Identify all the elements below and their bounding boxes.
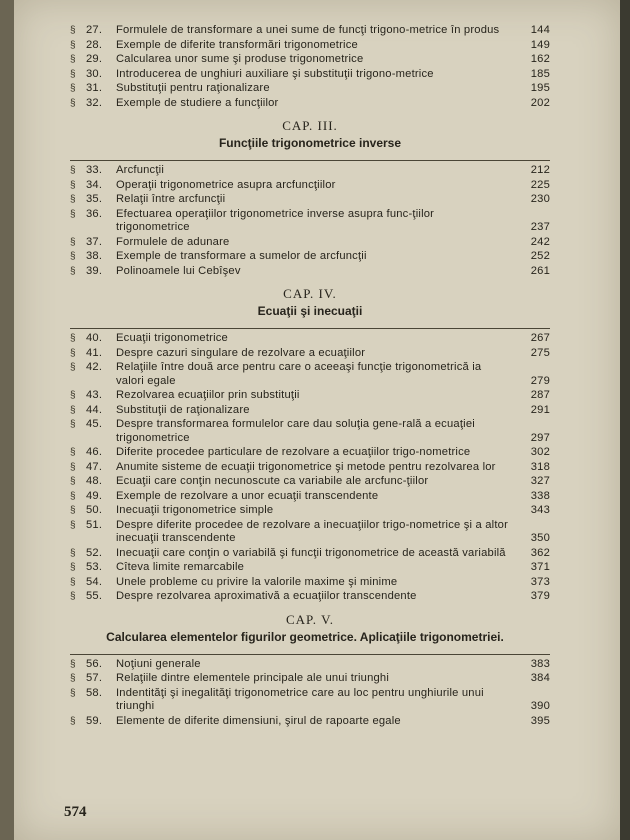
table-of-contents (70, 24, 550, 729)
toc-entry (70, 519, 550, 546)
entry-title: Anumite sisteme de ecuaţii trigonometrice şi metode pentru rezolvarea lor (116, 460, 496, 473)
entry-title: Exemple de transformare a sumelor de arcfuncţii (116, 250, 367, 262)
toc-entry (70, 332, 550, 346)
entry-page: 237 (530, 221, 550, 233)
section-mark: § (70, 715, 76, 727)
section-mark: § (70, 68, 76, 80)
toc-entry (70, 347, 550, 361)
section-mark: § (70, 461, 76, 473)
toc-entry (70, 164, 550, 178)
entry-page: 287 (530, 389, 550, 401)
entry-title: Rezolvarea ecuaţiilor prin substituţii (116, 389, 300, 401)
entry-title: Inecuaţii care conţin o variabilă şi funcţii trigonometrice de această variabilă (116, 546, 506, 559)
divider (70, 654, 550, 655)
section-mark: § (70, 194, 76, 205)
section-mark: § (70, 39, 76, 51)
toc-entry (70, 193, 550, 207)
entry-page: 327 (530, 475, 550, 487)
toc-entry (70, 504, 550, 518)
entry-number: 56. (86, 657, 103, 670)
entry-page: 371 (530, 561, 550, 573)
toc-entry (70, 236, 550, 250)
entry-page: 242 (530, 235, 550, 248)
entry-number: 51. (86, 518, 103, 531)
divider (70, 160, 550, 161)
entry-number: 46. (86, 446, 103, 458)
entry-page: 275 (530, 346, 550, 359)
entry-number: 39. (86, 264, 103, 277)
toc-entry (70, 461, 550, 475)
book-page (14, 0, 620, 840)
toc-entry (70, 250, 550, 264)
entry-number: 53. (86, 561, 103, 573)
section-mark: § (70, 547, 76, 559)
section-mark: § (70, 490, 76, 502)
entry-page: 390 (530, 700, 550, 712)
entry-number: 30. (86, 67, 103, 80)
chapter-title: Calcularea elementelor figurilor geometrice. Aplicaţiile trigonometriei. (106, 629, 504, 644)
page-edge-shadow (620, 0, 630, 840)
chapter-title: Funcţiile trigonometrice inverse (218, 136, 402, 150)
entry-page: 291 (530, 403, 550, 416)
divider (70, 328, 550, 329)
section-mark: § (70, 476, 76, 487)
entry-number: 28. (86, 38, 103, 51)
entry-title: Relaţiile dintre elementele principale ale unui triunghi (116, 672, 390, 684)
entry-title: Operaţii trigonometrice asupra arcfuncţiilor (116, 178, 336, 191)
entry-title: Formulele de transformare a unei sume de funcţi trigono-metrice în produs (116, 24, 500, 36)
entry-page: 297 (530, 431, 550, 444)
chapter-label: CAP. IV. (283, 286, 337, 301)
toc-entry (70, 179, 550, 193)
entry-page: 230 (530, 193, 550, 205)
toc-entry (70, 576, 550, 590)
entry-number: 35. (86, 193, 103, 205)
toc-entry (70, 404, 550, 418)
entry-page: 279 (530, 374, 550, 387)
entry-title: Arcfuncţii (116, 164, 165, 176)
entry-page: 202 (530, 96, 550, 109)
section-mark: § (70, 347, 76, 359)
entry-page: 343 (530, 504, 550, 516)
entry-number: 49. (86, 489, 103, 502)
toc-section (70, 612, 550, 729)
toc-section (70, 286, 550, 604)
entry-page: 302 (530, 446, 550, 458)
entry-title: Formulele de adunare (116, 235, 230, 248)
page-number: 574 (64, 804, 87, 820)
entry-page: 383 (530, 657, 550, 670)
entry-number: 57. (86, 672, 103, 684)
toc-entry (70, 547, 550, 561)
section-mark: § (70, 673, 76, 684)
entry-title: Unele probleme cu privire la valorile maxime şi minime (116, 575, 398, 588)
entry-title: Substituţii de raţionalizare (116, 403, 250, 416)
entry-number: 33. (86, 164, 103, 176)
toc-entry (70, 361, 550, 388)
entry-number: 43. (86, 389, 103, 401)
toc-entry (70, 53, 550, 67)
toc-entry (70, 446, 550, 460)
section-mark: § (70, 165, 76, 176)
entry-number: 48. (86, 475, 103, 487)
entry-title: Indentităţi şi inegalităţi trigonometrice care au loc pentru unghiurile unui triunghi (116, 686, 484, 712)
section-mark: § (70, 97, 76, 109)
entry-number: 29. (86, 53, 103, 65)
entry-page: 379 (530, 590, 550, 602)
section-mark: § (70, 576, 76, 588)
toc-entry (70, 68, 550, 82)
toc-entry (70, 715, 550, 729)
toc-entry (70, 672, 550, 686)
section-mark: § (70, 390, 76, 401)
entry-number: 50. (86, 504, 103, 516)
toc-entry (70, 687, 550, 714)
entry-title: Despre cazuri singulare de rezolvare a ecuaţiilor (116, 346, 366, 359)
toc-entry (70, 265, 550, 279)
section-mark: § (70, 404, 76, 416)
toc-entry (70, 97, 550, 111)
section-mark: § (70, 505, 76, 516)
entry-page: 225 (530, 178, 550, 191)
entry-title: Ecuaţii trigonometrice (116, 332, 228, 344)
entry-title: Despre rezolvarea aproximativă a ecuaţiilor transcendente (116, 590, 417, 602)
chapter-label: CAP. III. (282, 118, 338, 133)
section-mark: § (70, 25, 76, 36)
entry-number: 54. (86, 575, 103, 588)
entry-number: 52. (86, 546, 103, 559)
entry-page: 162 (530, 53, 550, 65)
entry-title: Introducerea de unghiuri auxiliare şi substituţii trigono-metrice (116, 67, 434, 80)
entry-number: 34. (86, 178, 103, 191)
entry-page: 144 (530, 24, 550, 36)
entry-number: 31. (86, 82, 103, 94)
section-mark: § (70, 591, 76, 602)
entry-number: 41. (86, 346, 103, 359)
entry-title: Diferite procedee particulare de rezolvare a ecuaţiilor trigo-nometrice (116, 446, 471, 458)
entry-title: Efectuarea operaţiilor trigonometrice inverse asupra func-ţiilor trigonometrice (116, 207, 435, 233)
section-mark: § (70, 333, 76, 344)
entry-number: 40. (86, 332, 103, 344)
toc-entry (70, 475, 550, 489)
toc-entry (70, 389, 550, 403)
entry-number: 32. (86, 96, 103, 109)
toc-entry (70, 561, 550, 575)
entry-title: Cîteva limite remarcabile (116, 561, 245, 573)
entry-page: 318 (530, 460, 550, 473)
section-mark: § (70, 362, 76, 373)
entry-number: 27. (86, 24, 103, 36)
entry-page: 252 (530, 250, 550, 262)
section-mark: § (70, 208, 76, 220)
toc-section (70, 118, 550, 278)
section-mark: § (70, 447, 76, 458)
entry-title: Polinoamele lui Cebîşev (116, 264, 241, 277)
entry-title: Exemple de diferite transformări trigonometrice (116, 38, 358, 51)
toc-section (70, 24, 550, 110)
entry-number: 59. (86, 714, 103, 727)
entry-page: 373 (530, 575, 550, 588)
section-mark: § (70, 265, 76, 277)
entry-title: Exemple de studiere a funcţiilor (116, 96, 279, 109)
entry-page: 149 (530, 38, 550, 51)
entry-number: 55. (86, 590, 103, 602)
entry-page: 267 (530, 332, 550, 344)
toc-entry (70, 590, 550, 604)
entry-title: Exemple de rezolvare a unor ecuaţii transcendente (116, 489, 379, 502)
entry-page: 195 (530, 82, 550, 94)
entry-page: 261 (530, 264, 550, 277)
toc-entry (70, 208, 550, 235)
toc-entry (70, 658, 550, 672)
entry-page: 185 (530, 67, 550, 80)
section-mark: § (70, 419, 76, 430)
section-mark: § (70, 83, 76, 94)
entry-page: 338 (530, 489, 550, 502)
entry-page: 384 (530, 672, 550, 684)
entry-number: 45. (86, 418, 103, 430)
entry-page: 362 (530, 546, 550, 559)
entry-title: Relaţiile între două arce pentru care o aceeaşi funcţie trigonometrică ia valori egale (116, 361, 482, 387)
toc-entry (70, 39, 550, 53)
section-mark: § (70, 687, 76, 699)
toc-entry (70, 24, 550, 38)
entry-number: 47. (86, 460, 103, 473)
section-mark: § (70, 519, 76, 531)
chapter-title: Ecuaţii şi inecuaţii (257, 304, 363, 318)
entry-title: Relaţii între arcfuncţii (116, 193, 226, 205)
entry-number: 36. (86, 207, 103, 220)
entry-number: 42. (86, 361, 103, 373)
entry-page: 395 (530, 714, 550, 727)
toc-entry (70, 82, 550, 96)
entry-number: 44. (86, 403, 103, 416)
entry-number: 58. (86, 686, 103, 699)
section-mark: § (70, 236, 76, 248)
entry-page: 212 (530, 164, 550, 176)
entry-title: Substituţii pentru raţionalizare (116, 82, 270, 94)
entry-title: Ecuaţii care conţin necunoscute ca variabile ale arcfunc-ţiilor (116, 475, 429, 487)
entry-title: Elemente de diferite dimensiuni, şirul de rapoarte egale (116, 714, 401, 727)
section-mark: § (70, 179, 76, 191)
section-mark: § (70, 54, 76, 65)
section-mark: § (70, 562, 76, 573)
entry-number: 37. (86, 235, 103, 248)
entry-title: Inecuaţii trigonometrice simple (116, 504, 274, 516)
chapter-label: CAP. V. (285, 611, 335, 627)
entry-title: Despre diferite procedee de rezolvare a inecuaţiilor trigo-nometrice şi a altor inecuaţii transcendente (116, 518, 509, 544)
entry-title: Calcularea unor sume şi produse trigonometrice (116, 53, 364, 65)
section-mark: § (70, 251, 76, 262)
toc-entry (70, 490, 550, 504)
entry-title: Despre transformarea formulelor care dau soluţia gene-rală a ecuaţiei trigonometrice (116, 418, 475, 444)
section-mark: § (70, 658, 76, 670)
entry-page: 350 (530, 532, 550, 544)
entry-title: Noţiuni generale (116, 657, 201, 670)
entry-number: 38. (86, 250, 103, 262)
toc-entry (70, 418, 550, 445)
